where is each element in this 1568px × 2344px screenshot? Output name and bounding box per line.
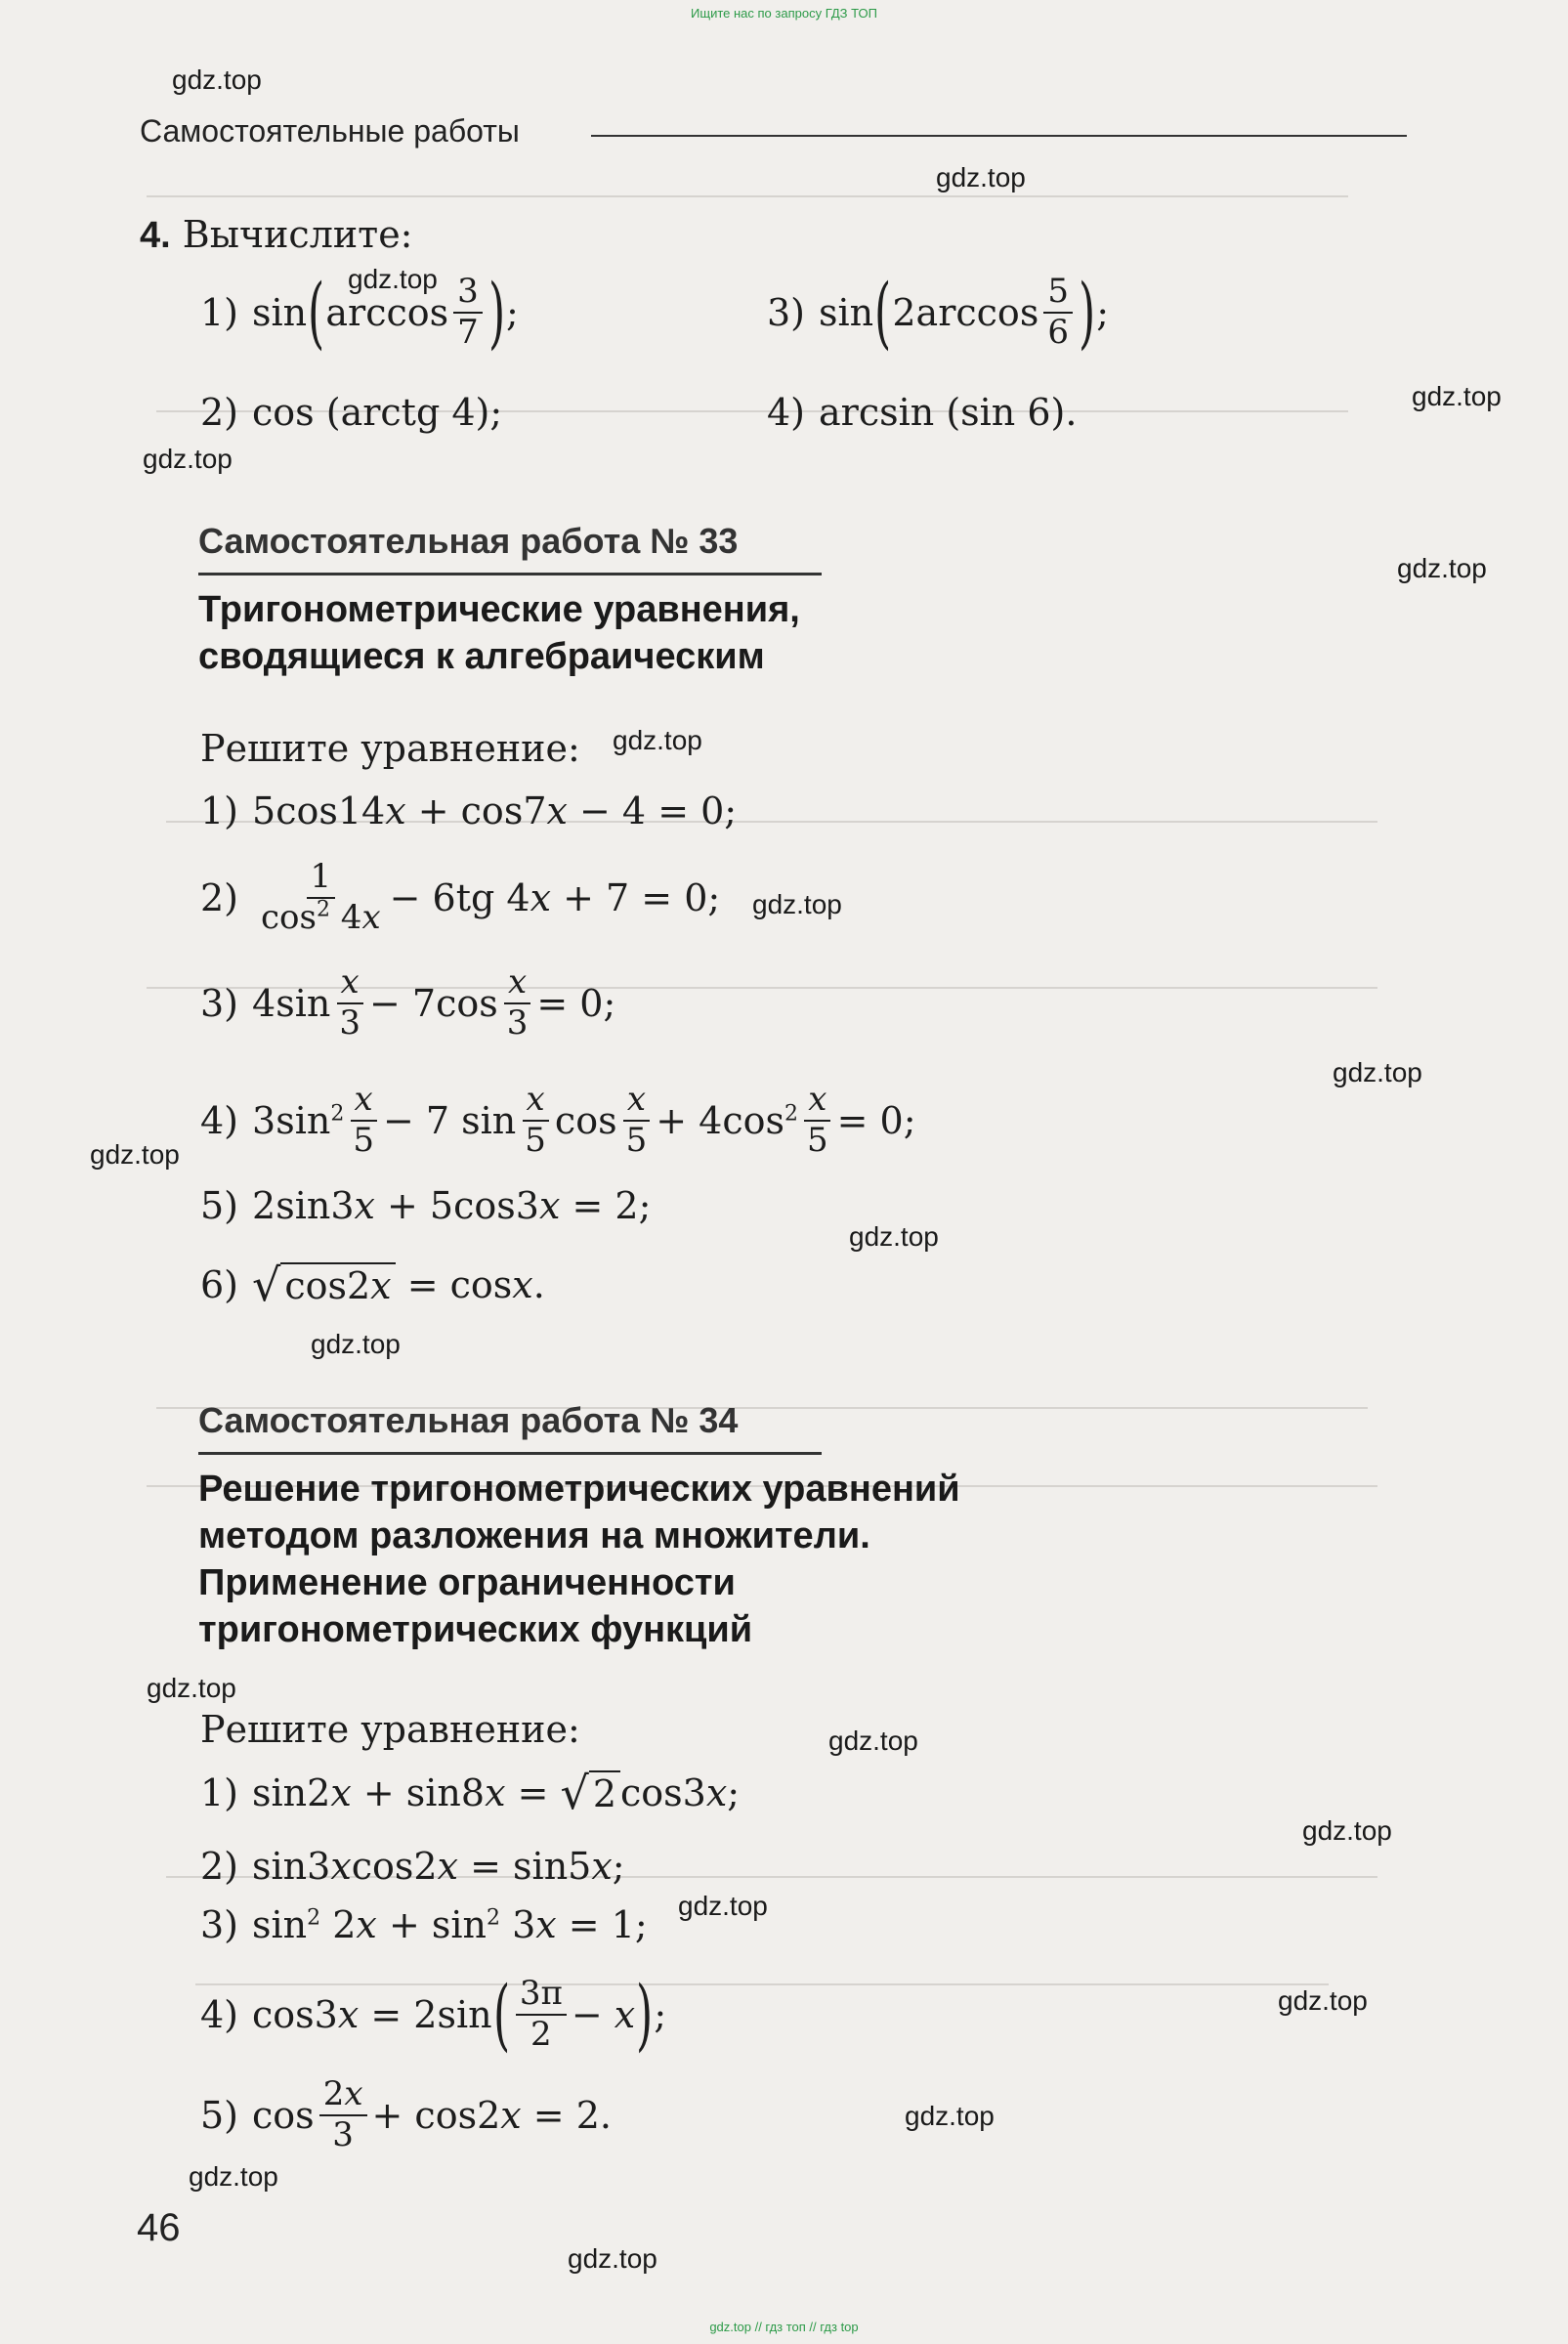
item-number: 2) <box>200 391 239 434</box>
watermark: gdz.top <box>189 2161 278 2192</box>
work33-rule <box>198 573 822 575</box>
fraction: $\frac{x}{5}$ <box>803 1083 832 1158</box>
item-number: 4) <box>200 1993 239 2036</box>
work34-title: Самостоятельная работа № 34 <box>198 1400 739 1440</box>
item-number: 1) <box>200 1771 239 1814</box>
watermark: gdz.top <box>678 1891 768 1921</box>
square-root: √ 2 <box>561 1767 621 1819</box>
item-number: 2) <box>200 875 239 919</box>
item-number: 5) <box>200 1184 239 1227</box>
work34-item-1: 1) sin2x + sin8x = √ 2 cos3x; <box>200 1767 741 1819</box>
work33-title: Самостоятельная работа № 33 <box>198 521 739 561</box>
work34-item-5: 5) cos $\frac{2x}{3}$ + cos2x = 2. <box>200 2074 612 2154</box>
bottom-banner: gdz.top // гдз топ // гдз top <box>709 2320 859 2334</box>
work34-subtitle-4: тригонометрических функций <box>198 1609 753 1650</box>
fraction: $\frac{3\pi}{2}$ <box>516 1977 567 2052</box>
watermark: gdz.top <box>172 64 262 95</box>
task4-item-2 <box>200 391 502 434</box>
item-number: 1) <box>200 789 239 832</box>
task4-item-3: 3) sin ( 2arccos $\frac{5}{6}$ ) ; <box>767 267 1109 358</box>
watermark: gdz.top <box>1412 381 1502 411</box>
work34-subtitle-3: Применение ограниченности <box>198 1562 736 1603</box>
watermark: gdz.top <box>1397 553 1487 583</box>
fraction: $\frac{x}{3}$ <box>503 965 532 1041</box>
work34-prompt: Решите уравнение: <box>200 1708 580 1751</box>
watermark: gdz.top <box>143 444 233 474</box>
watermark: gdz.top <box>1302 1815 1392 1846</box>
task4-heading <box>140 213 412 257</box>
work33-item-6: 6) √ cos2x = cosx. <box>200 1258 545 1311</box>
watermark: gdz.top <box>828 1726 918 1756</box>
work33-subtitle-1: Тригонометрические уравнения, <box>198 589 800 630</box>
work34-subtitle-1: Решение тригонометрических уравнений <box>198 1469 960 1510</box>
work33-item-5: 5) 2sin3x + 5cos3x = 2; <box>200 1184 652 1227</box>
work34-item-2: 2) sin3xcos2x = sin5x; <box>200 1845 625 1888</box>
work33-item-2: 2) $\frac{1}{\cos^2 4x}$ − 6tg 4x + 7 = 0; <box>200 857 721 937</box>
fraction: $\frac{x}{3}$ <box>335 965 364 1041</box>
watermark: gdz.top <box>936 162 1026 192</box>
watermark: gdz.top <box>311 1329 401 1359</box>
item-number: 1) <box>200 291 239 334</box>
watermark: gdz.top <box>568 2243 657 2274</box>
work34-subtitle-2: методом разложения на множители. <box>198 1515 870 1556</box>
item-number: 6) <box>200 1263 239 1306</box>
task-number: 4. <box>140 215 171 256</box>
work33-item-1: 1) 5cos14x + cos7x − 4 = 0; <box>200 789 738 832</box>
fraction: $\frac{x}{5}$ <box>349 1083 378 1158</box>
fraction: $\frac{1}{\cos^2 4x}$ <box>261 857 381 937</box>
item-number: 4) <box>767 391 806 434</box>
item-number: 2) <box>200 1845 239 1888</box>
fraction: $\frac{2x}{3}$ <box>319 2077 367 2152</box>
page-number: 46 <box>137 2206 181 2249</box>
square-root: √ cos2x <box>252 1258 396 1311</box>
work33-prompt: Решите уравнение: <box>200 727 580 770</box>
fraction: $\frac{3}{7}$ <box>453 275 483 350</box>
watermark: gdz.top <box>1278 1985 1368 2016</box>
watermark: gdz.top <box>147 1673 236 1703</box>
work34-rule <box>198 1452 822 1455</box>
watermark: gdz.top <box>905 2101 995 2131</box>
work34-item-4: 4) cos3x = 2sin ( $\frac{3\pi}{2}$ − x ) ; <box>200 1969 667 2060</box>
task4-item-4 <box>767 391 1077 434</box>
item-number: 3) <box>767 291 806 334</box>
work33-item-3: 3) 4sin $\frac{x}{3}$ − 7cos $\frac{x}{3}$ = 0; <box>200 962 616 1043</box>
item-number: 4) <box>200 1098 239 1142</box>
task-prompt: Вычислите: <box>182 213 413 256</box>
fraction: $\frac{x}{5}$ <box>521 1083 550 1158</box>
item-number: 3) <box>200 981 239 1025</box>
running-header: Самостоятельные работы <box>140 113 520 149</box>
watermark: gdz.top <box>348 264 438 294</box>
watermark: gdz.top <box>752 889 842 919</box>
work34-item-3: 3) $\sin^2 2x + \sin^2 3x = 1$; <box>200 1903 648 1946</box>
work33-subtitle-2: сводящиеся к алгебраическим <box>198 636 765 677</box>
fraction: $\frac{x}{5}$ <box>622 1083 652 1158</box>
watermark: gdz.top <box>90 1139 180 1170</box>
top-banner: Ищите нас по запросу ГДЗ ТОП <box>691 6 877 21</box>
item-text: arcsin (sin 6). <box>819 391 1078 434</box>
work33-item-4: 4) $3\sin^2$ $\frac{x}{5}$ − 7 sin $\frac{x}{5}$ cos $\frac{x}{5}$ + $4\cos^2$ $\frac{x}{5}$ = 0; <box>200 1080 916 1160</box>
item-number: 5) <box>200 2093 239 2137</box>
watermark: gdz.top <box>849 1221 939 1252</box>
item-number: 3) <box>200 1903 239 1946</box>
fraction: $\frac{5}{6}$ <box>1043 275 1073 350</box>
task4-item-1: 1) sin ( arccos $\frac{3}{7}$ ) ; <box>200 267 519 358</box>
header-rule <box>591 135 1407 137</box>
watermark: gdz.top <box>1333 1057 1422 1087</box>
item-text: cos (arctg 4); <box>252 391 503 434</box>
watermark: gdz.top <box>613 725 702 755</box>
